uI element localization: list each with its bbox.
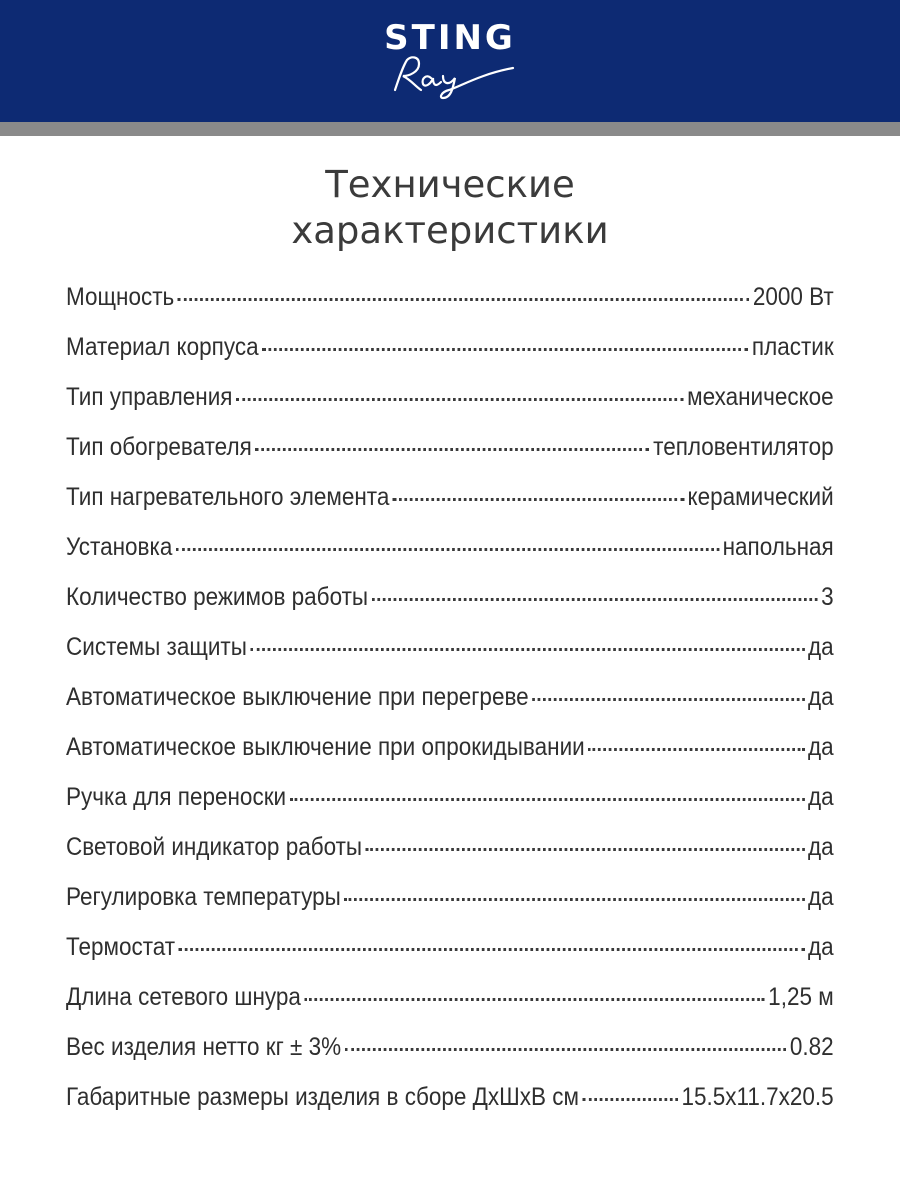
- spec-value: 1,25 м: [768, 983, 834, 1011]
- spec-value: да: [808, 783, 834, 811]
- dot-leader: [290, 778, 805, 801]
- spec-value: 2000 Вт: [752, 283, 834, 311]
- dot-leader: [532, 678, 804, 701]
- spec-row: [66, 372, 834, 422]
- spec-row: [66, 522, 834, 572]
- spec-label: Длина сетевого шнура: [66, 983, 301, 1011]
- spec-value: да: [808, 633, 834, 661]
- spec-row: [66, 772, 834, 822]
- spec-row: [66, 922, 834, 972]
- spec-label: Тип обогревателя: [66, 433, 252, 461]
- spec-label: Габаритные размеры изделия в сборе ДхШхВ см: [66, 1083, 579, 1111]
- spec-label: Автоматическое выключение при опрокидывании: [66, 733, 585, 761]
- spec-label: Количество режимов работы: [66, 583, 369, 611]
- dot-leader: [366, 828, 805, 851]
- dot-leader: [583, 1078, 678, 1101]
- dot-leader: [251, 628, 805, 651]
- spec-label: Ручка для переноски: [66, 783, 287, 811]
- spec-row: [66, 572, 834, 622]
- dot-leader: [305, 978, 765, 1001]
- spec-value: да: [808, 733, 834, 761]
- spec-label: Автоматическое выключение при перегреве: [66, 683, 529, 711]
- spec-value: да: [808, 833, 834, 861]
- spec-row: [66, 972, 834, 1022]
- spec-label: Термостат: [66, 933, 176, 961]
- spec-row: [66, 722, 834, 772]
- spec-label: Материал корпуса: [66, 333, 259, 361]
- dot-leader: [393, 478, 684, 501]
- spec-value: тепловентилятор: [653, 433, 834, 461]
- spec-label: Тип управления: [66, 383, 233, 411]
- spec-row: [66, 322, 834, 372]
- page-title-line-2: характеристики: [291, 209, 609, 252]
- spec-label: Вес изделия нетто кг ± 3%: [66, 1033, 342, 1061]
- spec-value: да: [808, 933, 834, 961]
- spec-value: напольная: [722, 533, 834, 561]
- spec-label: Световой индикатор работы: [66, 833, 363, 861]
- spec-row: [66, 822, 834, 872]
- dot-leader: [345, 1028, 787, 1051]
- spec-label: Системы защиты: [66, 633, 247, 661]
- spec-label: Тип нагревательного элемента: [66, 483, 390, 511]
- dot-leader: [236, 378, 683, 401]
- dot-leader: [344, 878, 804, 901]
- spec-row: [66, 672, 834, 722]
- spec-list: [66, 272, 834, 1122]
- spec-row: [66, 622, 834, 672]
- dot-leader: [262, 328, 748, 351]
- brand-name: STING: [384, 18, 516, 58]
- spec-value: 15.5x11.7x20.5: [681, 1083, 834, 1111]
- dot-leader: [176, 528, 719, 551]
- spec-row: [66, 422, 834, 472]
- brand-header: [0, 0, 900, 122]
- spec-row: [66, 872, 834, 922]
- dot-leader: [179, 928, 805, 951]
- dot-leader: [588, 728, 804, 751]
- spec-row: [66, 472, 834, 522]
- spec-value: механическое: [687, 383, 834, 411]
- brand-logo: [0, 0, 900, 122]
- dot-leader: [255, 428, 649, 451]
- spec-value: да: [808, 883, 834, 911]
- brand-script-text: [0, 0, 1, 1]
- dot-leader: [372, 578, 818, 601]
- brand-script-signature: [385, 52, 525, 102]
- spec-value: пластик: [751, 333, 834, 361]
- header-stripe: [0, 122, 900, 136]
- spec-value: 0.82: [789, 1033, 834, 1061]
- spec-row: [66, 1072, 834, 1122]
- page-title-line-1: Технические: [325, 163, 575, 206]
- spec-label: Регулировка температуры: [66, 883, 341, 911]
- spec-value: керамический: [687, 483, 834, 511]
- spec-label: Мощность: [66, 283, 175, 311]
- spec-value: да: [808, 683, 834, 711]
- spec-row: [66, 1022, 834, 1072]
- dot-leader: [178, 278, 749, 301]
- page-title: [0, 162, 900, 254]
- spec-label: Установка: [66, 533, 173, 561]
- spec-row: [66, 272, 834, 322]
- spec-value: 3: [821, 583, 834, 611]
